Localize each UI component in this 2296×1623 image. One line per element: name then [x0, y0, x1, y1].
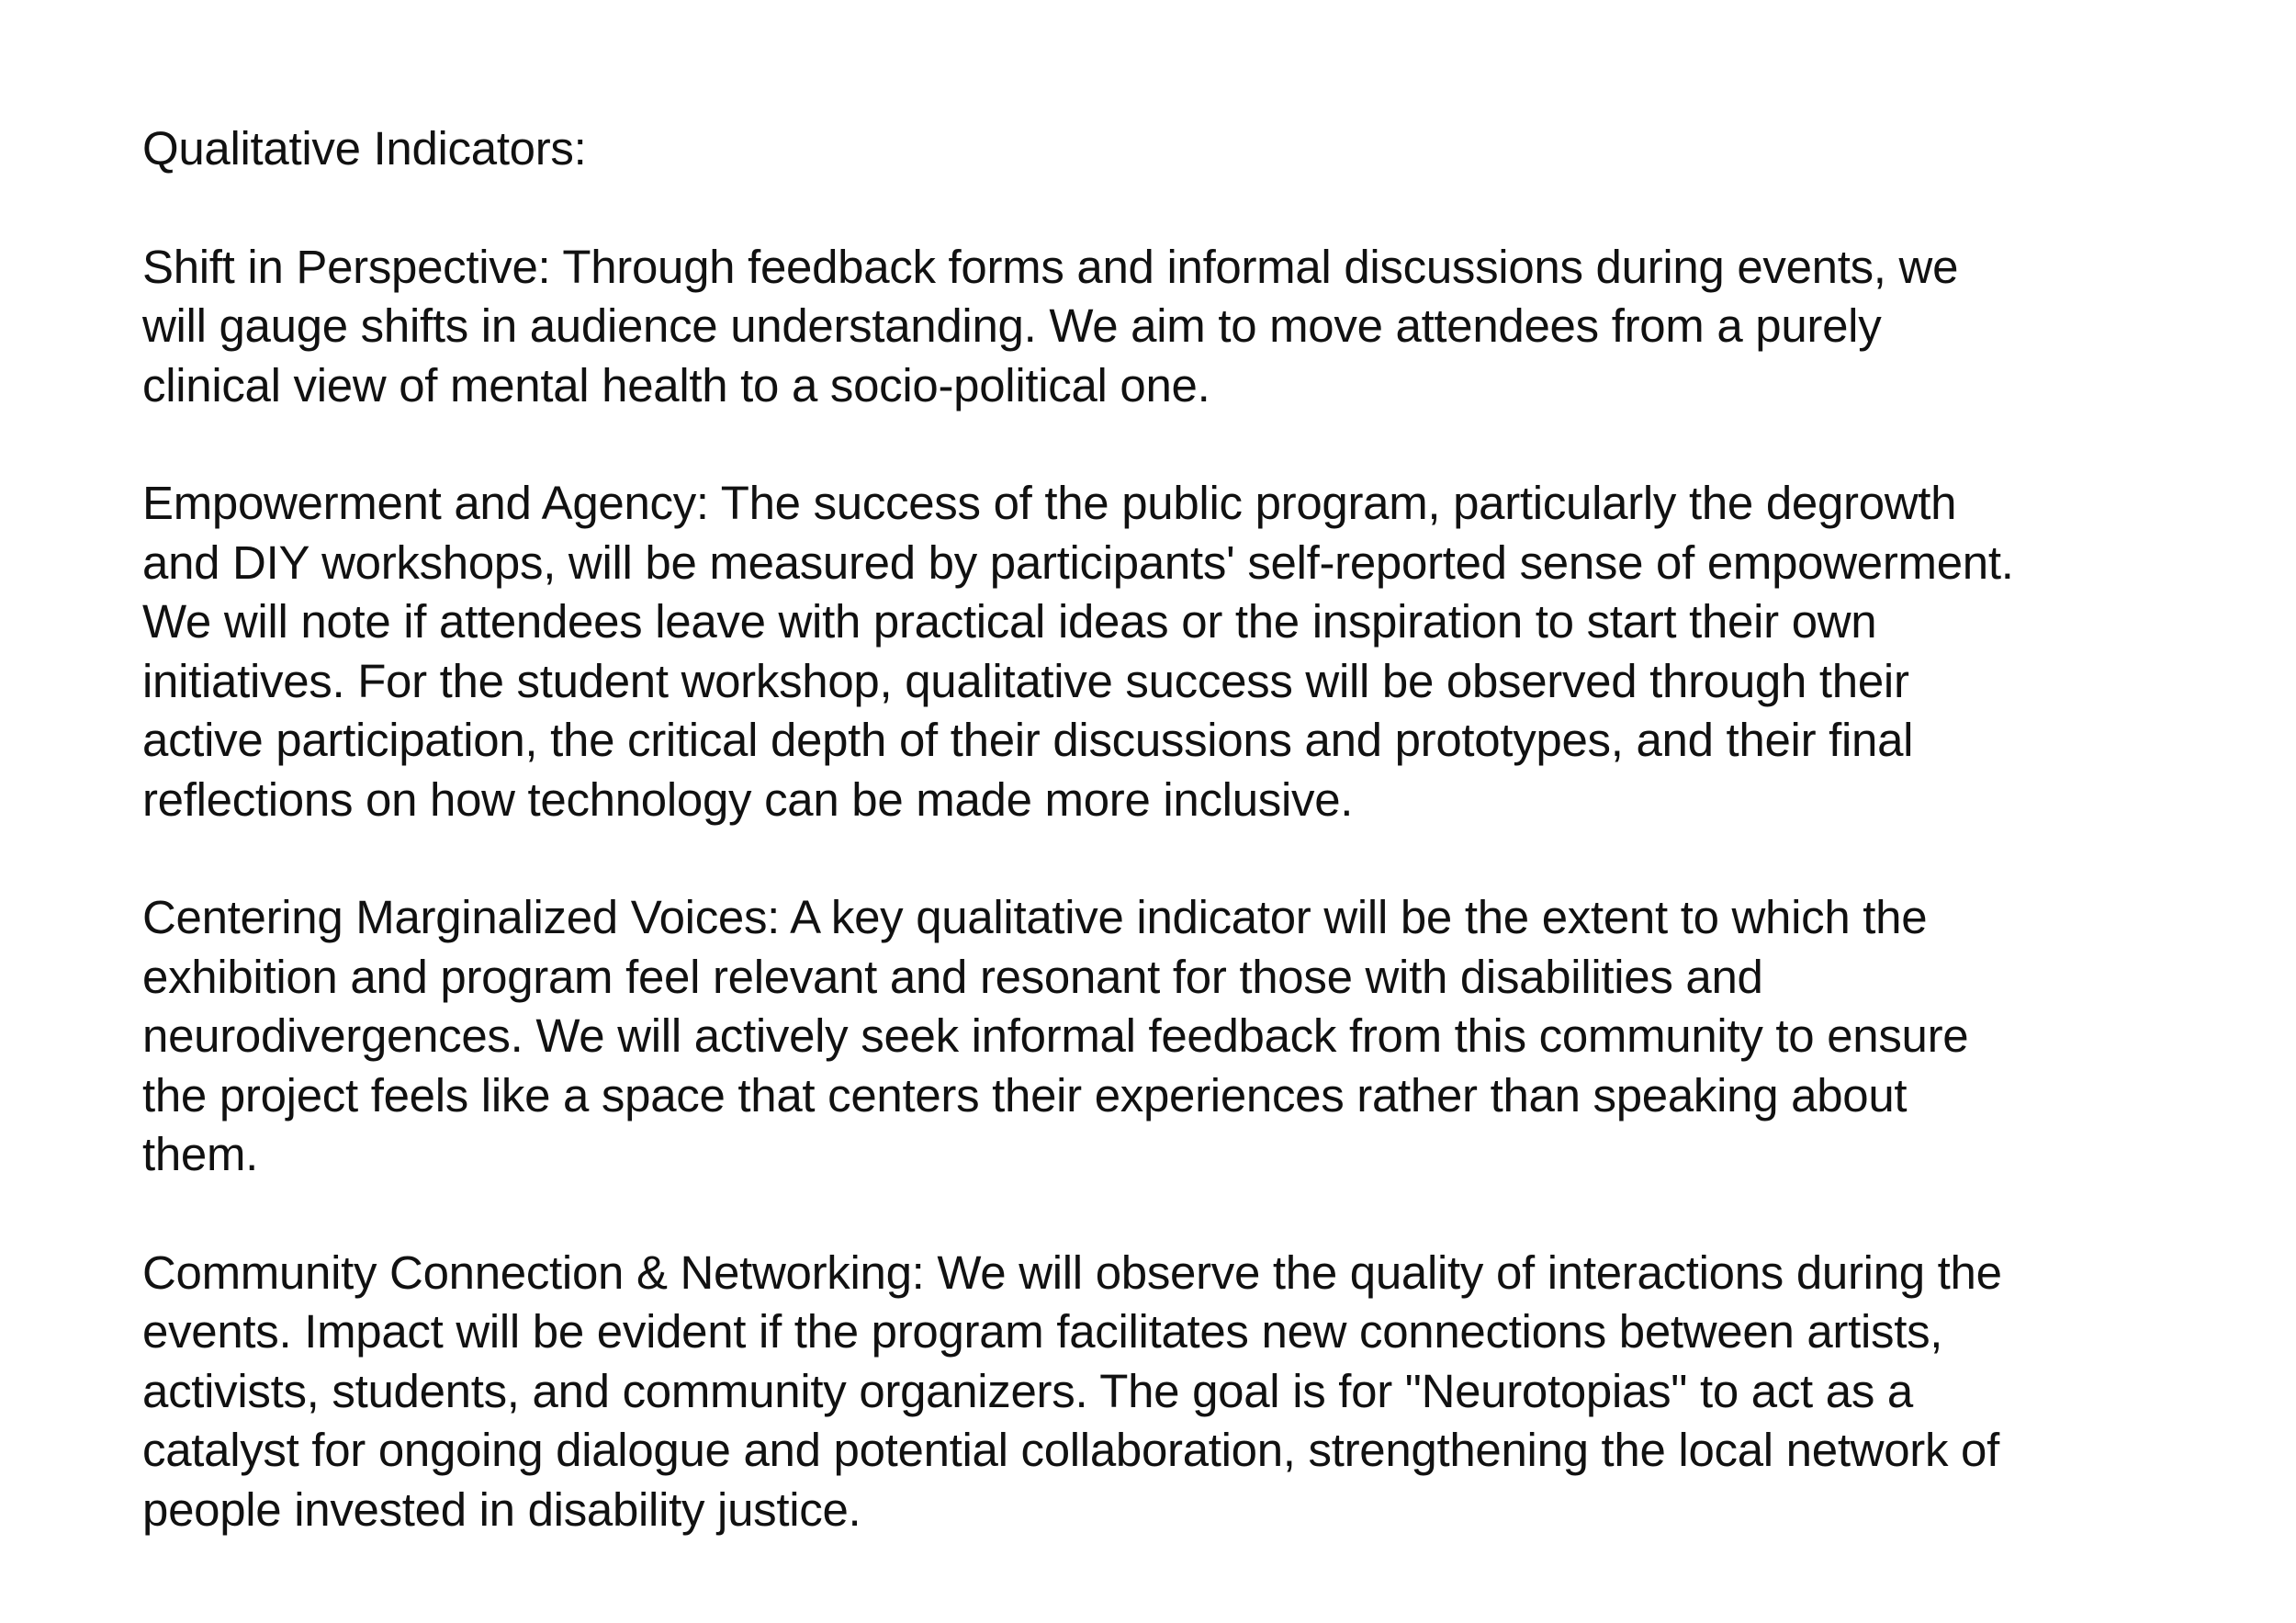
text-line: reflections on how technology can be made more inclusive.	[142, 772, 1354, 826]
text-line: Community Connection & Networking: We will observe the quality of interactions during the	[142, 1245, 2002, 1299]
text-line: clinical view of mental health to a socio-political one.	[142, 358, 1210, 411]
text-line: Empowerment and Agency: The success of the public program, particularly the degrowth	[142, 477, 1957, 529]
text-line: exhibition and program feel relevant and resonant for those with disabilities and	[142, 950, 1763, 1003]
text-line: the project feels like a space that centers their experiences rather than speaking about	[142, 1068, 1908, 1121]
text-line: catalyst for ongoing dialogue and potential collaboration, strengthening the local network of	[142, 1424, 1999, 1476]
paragraph-centering-marginalized-voices	[142, 888, 2200, 1185]
document-page	[142, 119, 2200, 1598]
text-line: initiatives. For the student workshop, qualitative success will be observed through their	[142, 654, 1909, 707]
paragraph-empowerment-and-agency	[142, 474, 2200, 829]
text-line: We will note if attendees leave with practical ideas or the inspiration to start their own	[142, 595, 1877, 648]
text-line: them.	[142, 1128, 259, 1180]
text-line: Shift in Perspective: Through feedback forms and informal discussions during events, we	[142, 240, 1959, 293]
text-line: events. Impact will be evident if the program facilitates new connections between artists,	[142, 1305, 1943, 1358]
text-line: will gauge shifts in audience understanding. We aim to move attendees from a purely	[142, 299, 1882, 352]
text-line: neurodivergences. We will actively seek informal feedback from this community to ensure	[142, 1009, 1969, 1062]
document-heading: Qualitative Indicators:	[142, 122, 587, 175]
text-line: active participation, the critical depth of their discussions and prototypes, and their final	[142, 714, 1914, 766]
text-line: and DIY workshops, will be measured by participants' self-reported sense of empowerment.	[142, 535, 2014, 589]
paragraph-community-connection	[142, 1244, 2200, 1540]
text-line: activists, students, and community organizers. The goal is for "Neurotopias" to act as a	[142, 1364, 1913, 1417]
text-line: Centering Marginalized Voices: A key qualitative indicator will be the extent to which the	[142, 891, 1928, 943]
paragraph-shift-in-perspective	[142, 238, 2200, 416]
text-line: people invested in disability justice.	[142, 1482, 861, 1536]
